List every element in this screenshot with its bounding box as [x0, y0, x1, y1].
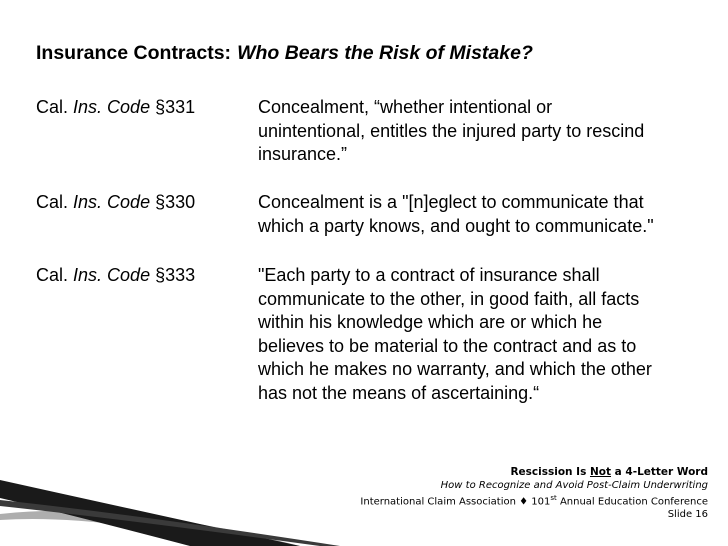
footer-superscript: st [550, 494, 557, 502]
ribbon-light-stripe [0, 511, 300, 546]
footer-title-part: a 4-Letter Word [614, 466, 708, 478]
footer-conference-part: International Claim Association ♦ 101 [360, 496, 551, 508]
title-subtitle: Who Bears the Risk of Mistake? [237, 42, 533, 64]
description-line: unintentional, entitles the injured party to rescind [258, 120, 645, 141]
citation-description [258, 264, 718, 405]
citation-section: §331 [155, 97, 196, 117]
citation-prefix: Cal. [36, 192, 69, 212]
citation-label [36, 191, 195, 215]
description-line: Concealment is a "[n]eglect to communicate that [258, 192, 644, 212]
citation-description [258, 96, 718, 167]
citation-prefix: Cal. [36, 97, 69, 117]
citation-section: §333 [155, 265, 196, 285]
citation-prefix: Cal. [36, 265, 69, 285]
slide-number: Slide 16 [667, 509, 708, 521]
citation-label [36, 96, 195, 120]
description-line: has not the means of ascertaining.“ [258, 382, 540, 403]
description-line: which he makes no warranty, and which the other [258, 359, 652, 379]
footer-conference-part: Annual Education Conference [556, 496, 708, 508]
citation-code: Ins. Code [73, 192, 151, 212]
citation-code: Ins. Code [73, 97, 151, 117]
description-line: Concealment, “whether intentional or [258, 97, 553, 117]
citation-label [36, 264, 195, 288]
description-line: "Each party to a contract of insurance shall [258, 265, 600, 285]
slide-title [36, 42, 533, 65]
ribbon-accent-stripe [0, 500, 340, 546]
footer-title-part: Rescission Is [510, 466, 587, 478]
description-line: which a party knows, and ought to communicate." [258, 215, 654, 236]
description-line: believes to be material to the contract and as to [258, 335, 637, 356]
ribbon-dark-stripe [0, 480, 300, 546]
citation-code: Ins. Code [73, 265, 151, 285]
description-line: within his knowledge which are or which he [258, 312, 603, 332]
footer-subtitle: How to Recognize and Avoid Post-Claim Underwriting [440, 480, 708, 491]
footer-title-emphasis: Not [589, 466, 612, 478]
title-main: Insurance Contracts: [36, 42, 232, 64]
description-line: insurance.” [258, 144, 348, 164]
citation-section: §330 [155, 192, 196, 212]
description-line: communicate to the other, in good faith, all facts [258, 288, 640, 309]
citation-description [258, 191, 718, 238]
footer-conference [360, 492, 708, 508]
slide-footer [360, 466, 708, 521]
footer-title [360, 466, 708, 479]
